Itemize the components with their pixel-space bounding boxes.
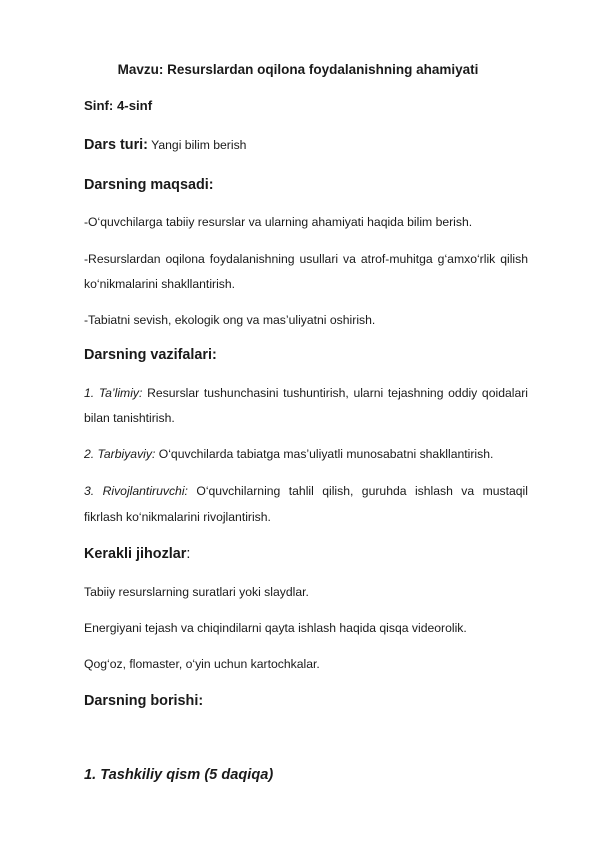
goal-item: -O‘quvchilarga tabiiy resurslar va ularning ahamiyati haqida bilim berish.	[84, 215, 473, 229]
equipment-item: Tabiiy resurslarning suratlari yoki slaydlar.	[84, 585, 309, 599]
section-heading-1: 1. Tashkiliy qism (5 daqiqa)	[84, 767, 274, 783]
tasks-heading: Darsning vazifalari:	[84, 347, 217, 363]
task-item-1-continued: bilan tanishtirish.	[84, 411, 175, 425]
equipment-heading	[84, 546, 528, 562]
lesson-type-line	[84, 137, 528, 153]
task-item-2	[84, 446, 528, 462]
task-2-text: O‘quvchilarda tabiatga mas’uliyatli munosabatni shakllantirish.	[155, 447, 494, 461]
goal-item: -Resurslardan oqilona foydalanishning usullari va atrof-muhitga g‘amxo‘rlik qilish	[84, 252, 528, 266]
goal-item: -Tabiatni sevish, ekologik ong va mas’uliyatni oshirish.	[84, 313, 376, 327]
equipment-item: Energiyani tejash va chiqindilarni qayta ishlash haqida qisqa videorolik.	[84, 621, 467, 635]
task-1-label: 1. Ta’limiy:	[84, 386, 143, 400]
goals-heading: Darsning maqsadi:	[84, 177, 214, 193]
task-1-text: Resurslar tushunchasini tushuntirish, ularni tejashning oddiy qoidalari	[142, 386, 529, 400]
task-2-label: 2. Tarbiyaviy:	[84, 447, 156, 461]
task-item-3-continued: fikrlash ko‘nikmalarini rivojlantirish.	[84, 510, 271, 524]
equipment-item: Qog‘oz, flomaster, o‘yin uchun kartochkalar.	[84, 657, 320, 671]
task-item-1	[84, 385, 528, 401]
task-3-label: 3. Rivojlantiruvchi:	[84, 484, 188, 498]
page-title: Mavzu: Resurslardan oqilona foydalanishning ahamiyati	[117, 62, 479, 77]
progress-heading: Darsning borishi:	[84, 693, 204, 709]
grade-line: Sinf: 4-sinf	[84, 98, 153, 113]
equipment-colon: :	[186, 546, 191, 562]
equipment-heading-text: Kerakli jihozlar	[84, 546, 187, 562]
lesson-type-value: Yangi bilim berish	[151, 138, 247, 152]
task-item-3	[84, 483, 528, 499]
task-3-text: O‘quvchilarning tahlil qilish, guruhda ishlash va mustaqil	[187, 484, 528, 498]
lesson-type-label: Dars turi:	[84, 137, 148, 153]
goal-item-continued: ko‘nikmalarini shakllantirish.	[84, 277, 236, 291]
